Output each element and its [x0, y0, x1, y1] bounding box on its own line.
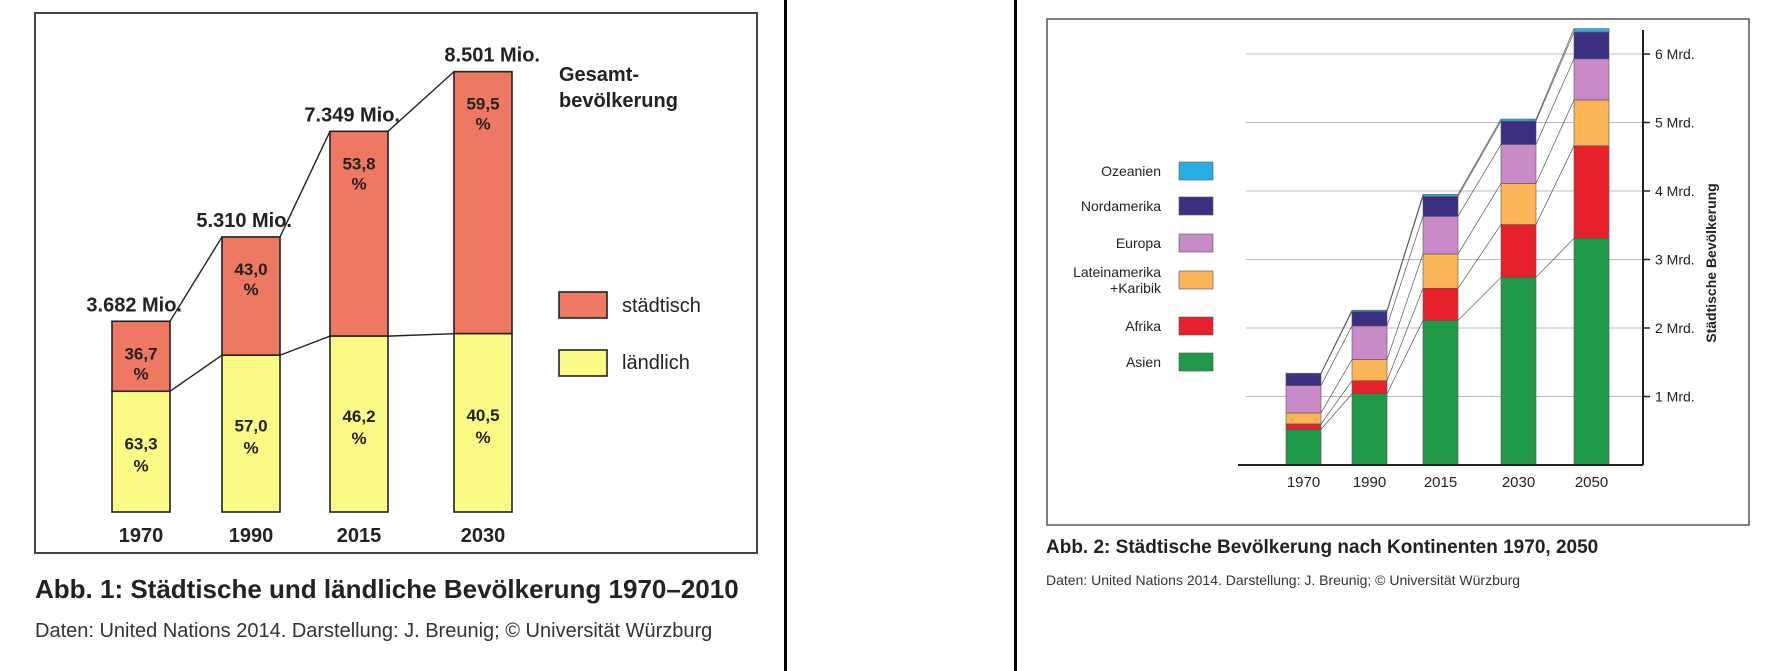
legend-label-ozeanien: Ozeanien: [1101, 163, 1161, 179]
urban-percent-unit-2030: %: [475, 114, 491, 134]
legend-label-urban: städtisch: [622, 295, 701, 317]
bar-europa-1990: [1352, 326, 1387, 360]
rural-percent-2015: 46,2: [342, 407, 376, 427]
x-tick-label-2030: 2030: [1501, 474, 1536, 491]
rural-percent-unit-1970: %: [133, 456, 149, 476]
bar-ozeanien-1970: [1286, 373, 1321, 374]
bar-afrika-1970: [1286, 424, 1321, 429]
legend-swatch-asien: [1179, 353, 1213, 371]
total-label-2030: 8.501 Mio.: [444, 44, 540, 67]
bar-ozeanien-2015: [1423, 194, 1458, 196]
y-tick-label-3: 3 Mrd.: [1655, 251, 1695, 268]
y-tick-label-1: 1 Mrd.: [1655, 388, 1695, 405]
figure-1-source: Daten: United Nations 2014. Darstellung: J. Breunig; © Universität Würzburg: [35, 620, 713, 642]
legend-swatch-lateinamerika: [1179, 271, 1213, 289]
legend-swatch-rural: [559, 350, 607, 376]
urban-percent-1970: 36,7: [124, 344, 158, 364]
x-tick-label-2030: 2030: [460, 525, 506, 547]
bar-ozeanien-2030: [1501, 119, 1536, 121]
bar-europa-1970: [1286, 386, 1321, 413]
divider-line-right: [1014, 0, 1017, 671]
rural-percent-unit-2015: %: [351, 429, 367, 449]
bar-lateinamerika-2015: [1423, 254, 1458, 288]
x-tick-label-1970: 1970: [1286, 474, 1321, 491]
figure-2-source: Daten: United Nations 2014. Darstellung: J. Breunig; © Universität Würzburg: [1046, 572, 1521, 588]
bar-lateinamerika-1970: [1286, 413, 1321, 424]
legend-swatch-europa: [1179, 234, 1213, 252]
total-title-line-1: Gesamt-: [559, 64, 640, 86]
y-tick-label-2: 2 Mrd.: [1655, 320, 1695, 336]
x-tick-label-1990: 1990: [228, 525, 274, 547]
legend-label-asien: Asien: [1125, 354, 1161, 370]
bar-afrika-2030: [1501, 225, 1536, 278]
bar-europa-2015: [1423, 216, 1458, 254]
legend-label-lateinamerika-2: +Karibik: [1110, 280, 1161, 296]
legend-swatch-urban: [559, 292, 607, 318]
rural-percent-2030: 40,5: [466, 405, 500, 425]
figure-2-caption: Abb. 2: Städtische Bevölkerung nach Kontinenten 1970, 2050: [1046, 537, 1599, 558]
rural-percent-unit-1990: %: [243, 438, 259, 458]
total-label-1990: 5.310 Mio.: [196, 209, 292, 232]
bar-europa-2050: [1574, 59, 1609, 100]
total-label-1970: 3.682 Mio.: [86, 294, 182, 317]
bar-nordamerika-2015: [1423, 196, 1458, 216]
x-tick-label-2015: 2015: [1423, 474, 1458, 491]
rural-percent-1990: 57,0: [234, 416, 268, 436]
urban-percent-2030: 59,5: [466, 94, 500, 114]
bar-asien-2050: [1574, 238, 1609, 465]
y-tick-label-5: 5 Mrd.: [1655, 114, 1695, 131]
bar-nordamerika-1970: [1286, 374, 1321, 386]
rural-percent-unit-2030: %: [475, 427, 491, 447]
divider-line-left: [784, 0, 787, 671]
x-tick-label-1970: 1970: [118, 525, 164, 547]
urban-percent-unit-2015: %: [351, 174, 367, 194]
bar-afrika-1990: [1352, 381, 1387, 394]
bar-asien-1990: [1352, 394, 1387, 465]
legend-swatch-ozeanien: [1179, 162, 1213, 180]
urban-percent-1990: 43,0: [234, 259, 268, 279]
figure-2-chart: [1046, 18, 1750, 526]
y-tick-label-6: 6 Mrd.: [1655, 46, 1695, 62]
bar-nordamerika-1990: [1352, 312, 1387, 326]
rural-percent-1970: 63,3: [124, 434, 158, 454]
legend-label-nordamerika: Nordamerika: [1080, 198, 1161, 214]
legend-label-afrika: Afrika: [1125, 318, 1161, 334]
bar-ozeanien-2050: [1574, 29, 1609, 32]
bar-asien-2015: [1423, 320, 1458, 465]
bar-afrika-2050: [1574, 146, 1609, 238]
bar-asien-2030: [1501, 277, 1536, 465]
x-tick-label-1990: 1990: [1352, 474, 1387, 491]
bar-lateinamerika-2030: [1501, 183, 1536, 224]
chart-1-svg: [34, 12, 758, 554]
legend-label-europa: Europa: [1115, 235, 1161, 251]
legend-label-lateinamerika-1: Lateinamerika: [1073, 264, 1161, 280]
bar-lateinamerika-1990: [1352, 360, 1387, 381]
y-axis-label: Städtische Bevölkerung: [1703, 183, 1719, 343]
bar-nordamerika-2030: [1501, 121, 1536, 144]
legend-swatch-afrika: [1179, 317, 1213, 335]
total-title-line-2: bevölkerung: [559, 90, 678, 112]
figure-1-caption: Abb. 1: Städtische und ländliche Bevölkerung 1970–2010: [35, 574, 739, 604]
urban-percent-2015: 53,8: [342, 154, 376, 174]
chart-2-svg: [1046, 18, 1750, 526]
legend-swatch-nordamerika: [1179, 197, 1213, 215]
bar-ozeanien-1990: [1352, 310, 1387, 311]
y-tick-label-4: 4 Mrd.: [1655, 183, 1695, 199]
urban-percent-unit-1970: %: [133, 364, 149, 384]
bar-afrika-2015: [1423, 288, 1458, 320]
total-label-2015: 7.349 Mio.: [304, 104, 400, 127]
x-tick-label-2015: 2015: [336, 525, 382, 547]
bar-nordamerika-2050: [1574, 32, 1609, 59]
bar-lateinamerika-2050: [1574, 100, 1609, 146]
bar-asien-1970: [1286, 429, 1321, 465]
bar-europa-2030: [1501, 144, 1536, 183]
figure-1-chart: [34, 12, 758, 554]
x-tick-label-2050: 2050: [1574, 474, 1609, 491]
legend-label-rural: ländlich: [622, 352, 690, 374]
urban-percent-unit-1990: %: [243, 279, 259, 299]
